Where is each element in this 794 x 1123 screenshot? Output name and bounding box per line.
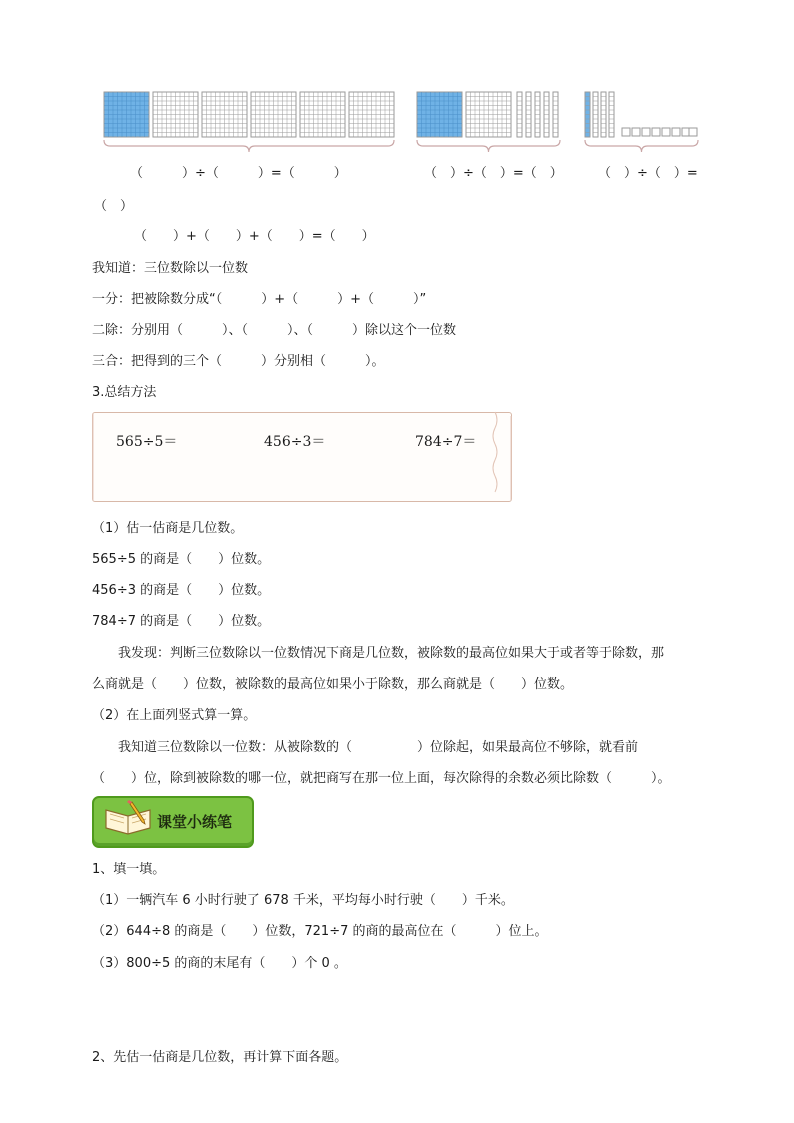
ten-rod bbox=[609, 92, 614, 137]
hundred-block-shaded bbox=[417, 92, 462, 137]
unit-cube bbox=[689, 128, 697, 136]
section-3-title: 3.总结方法 bbox=[92, 385, 157, 400]
ten-rod bbox=[517, 92, 522, 137]
vertical-title: （2）在上面列竖式算一算。 bbox=[92, 708, 257, 723]
practice-badge-label: 课堂小练笔 bbox=[157, 813, 233, 831]
book-pencil-icon bbox=[100, 798, 160, 844]
estimate-line-1: 565÷5 的商是（ ）位数。 bbox=[92, 552, 271, 567]
hundred-block bbox=[349, 92, 394, 137]
equation-group-3: （ ）÷（ ）= bbox=[598, 166, 698, 181]
estimate-title: （1）估一估商是几位数。 bbox=[92, 521, 244, 536]
equation-group-3-result: （ ） bbox=[94, 199, 134, 214]
discover-line-1: 我发现：判断三位数除以一位数情况下商是几位数，被除数的最高位如果大于或者等于除数，那 bbox=[118, 646, 665, 661]
ten-rod-shaded bbox=[585, 92, 590, 137]
practice-q1-item-1: （1）一辆汽车 6 小时行驶了 678 千米，平均每小时行驶（ ）千米。 bbox=[92, 893, 514, 908]
problem-1: 565÷5＝ bbox=[116, 434, 178, 450]
practice-q2-title: 2、先估一估商是几位数，再计算下面各题。 bbox=[92, 1050, 348, 1065]
hundred-block bbox=[466, 92, 511, 137]
estimate-line-2: 456÷3 的商是（ ）位数。 bbox=[92, 583, 271, 598]
equation-group-1: （ ）÷（ ）=（ ） bbox=[130, 166, 347, 181]
grouping-brace bbox=[417, 140, 560, 152]
know2-line-2: （ ）位，除到被除数的哪一位，就把商写在那一位上面，每次除得的余数必须比除数（ ）。 bbox=[92, 771, 671, 786]
practice-q1-item-2: （2）644÷8 的商是（ ）位数，721÷7 的商的最高位在（ ）位上。 bbox=[92, 924, 548, 939]
unit-cube bbox=[622, 128, 630, 136]
discover-line-2: 么商就是（ ）位数，被除数的最高位如果小于除数，那么商就是（ ）位数。 bbox=[92, 677, 574, 692]
ten-rod bbox=[526, 92, 531, 137]
hundred-block bbox=[300, 92, 345, 137]
know-step-3: 三合：把得到的三个（ ）分别相（ ）。 bbox=[92, 354, 385, 369]
estimate-line-3: 784÷7 的商是（ ）位数。 bbox=[92, 614, 271, 629]
base-ten-figure bbox=[0, 0, 794, 160]
know-step-1: 一分：把被除数分成“（ ）+（ ）+（ ）” bbox=[92, 292, 427, 307]
sum-equation: （ ）+（ ）+（ ）=（ ） bbox=[134, 229, 375, 244]
hundred-block bbox=[202, 92, 247, 137]
unit-cube bbox=[672, 128, 680, 136]
unit-cube bbox=[642, 128, 650, 136]
equation-group-2: （ ）÷（ ）=（ ） bbox=[424, 166, 563, 181]
practice-q1-title: 1、填一填。 bbox=[92, 862, 166, 877]
ten-rod bbox=[535, 92, 540, 137]
unit-cube bbox=[632, 128, 640, 136]
grouping-brace bbox=[585, 140, 698, 152]
ten-rod bbox=[553, 92, 558, 137]
unit-cube bbox=[662, 128, 670, 136]
hundred-block bbox=[153, 92, 198, 137]
problem-2: 456÷3＝ bbox=[264, 434, 326, 450]
ten-rod bbox=[593, 92, 598, 137]
practice-q1-item-3: （3）800÷5 的商的末尾有（ ）个 0 。 bbox=[92, 956, 347, 971]
paper-edge-decoration bbox=[90, 410, 514, 504]
ten-rod bbox=[601, 92, 606, 137]
know2-line-1: 我知道三位数除以一位数：从被除数的（ ）位除起，如果最高位不够除，就看前 bbox=[118, 740, 639, 755]
know-step-2: 二除：分别用（ ）、（ ）、（ ）除以这个一位数 bbox=[92, 323, 457, 338]
know-title: 我知道：三位数除以一位数 bbox=[92, 261, 249, 276]
grouping-brace bbox=[104, 140, 394, 152]
unit-cube bbox=[652, 128, 660, 136]
problem-3: 784÷7＝ bbox=[415, 434, 477, 450]
ten-rod bbox=[544, 92, 549, 137]
hundred-block-shaded bbox=[104, 92, 149, 137]
hundred-block bbox=[251, 92, 296, 137]
